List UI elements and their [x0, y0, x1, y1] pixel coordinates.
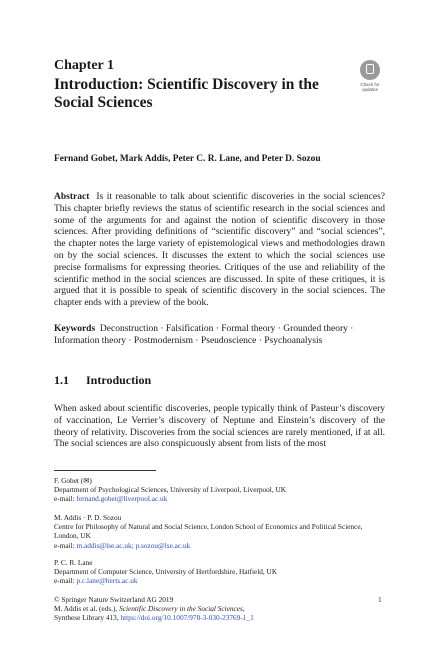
- bookmark-icon: [360, 60, 380, 80]
- affiliation-dept: Department of Computer Science, University of Hertfordshire, Hatfield, UK: [54, 567, 278, 577]
- affiliation-dept: Centre for Philosophy of Natural and Social Science, London School of Economics and Political Science, London, UK: [54, 522, 363, 541]
- abstract: [54, 192, 385, 310]
- citation-footer: [54, 595, 385, 623]
- book-title: Scientific Discovery in the Social Sciences,: [119, 604, 245, 614]
- intro-paragraph: When asked about scientific discoveries, people typically think of Pasteur’s discovery of vaccination, Le Verrier’s discovery of Neptune and Einstein’s discovery of the theory of relativity. Discoveries from the social sciences are rarely mentioned, if at all. The social sciences are also conspicuously absent from lists of the most: [54, 404, 385, 450]
- check-for-updates-badge[interactable]: [356, 60, 384, 94]
- chapter-label: Chapter 1: [54, 58, 115, 73]
- affiliation-addis-sozou: [54, 513, 385, 550]
- affiliation-lane: [54, 558, 385, 586]
- author-list: Fernand Gobet, Mark Addis, Peter C. R. Lane, and Peter D. Sozou: [54, 154, 321, 164]
- abstract-text: Is it reasonable to talk about scientific discoveries in the social sciences? This chapter briefly reviews the status of scientific research in the social sciences and some of the arguments for and against the notion of scientific discovery in those sciences. After providing definitions of “scientific discovery” and “social sciences”, the chapter notes the large variety of epistemological views and methodologies drawn on by the social sciences. It discusses the extent to which the social sciences use precise formalisms for expressing theories. Critiques of the use and reliability of the scientific method in the social sciences are discussed. In spite of these critiques, it is argued that it is possible to speak of scientific discovery in the social sciences. The chapter ends with a preview of the book.: [54, 192, 385, 309]
- email-link[interactable]: fernand.gobet@liverpool.ac.uk: [76, 494, 168, 504]
- editors-line: M. Addis et al. (eds.), Scientific Discovery in the Social Sciences,: [54, 604, 245, 614]
- affiliation-gobet: [54, 476, 385, 504]
- chapter-title: Introduction: Scientific Discovery in the Social Sciences: [54, 76, 319, 111]
- email-link[interactable]: m.addis@lse.ac.uk; p.sozou@lse.ac.uk: [76, 540, 191, 550]
- affiliation-names: P. C. R. Lane: [54, 558, 93, 567]
- keywords: [54, 324, 385, 348]
- section-title: Introduction: [86, 373, 152, 387]
- badge-text: Check for updates: [360, 82, 380, 92]
- affiliation-names: F. Gobet (✉): [54, 476, 92, 485]
- affiliation-names: M. Addis · P. D. Sozou: [54, 513, 122, 522]
- email-link[interactable]: p.c.lane@herts.ac.uk: [76, 576, 138, 586]
- keywords-label: Keywords: [54, 324, 96, 334]
- footnote-divider: [54, 470, 156, 471]
- series-line: Synthese Library 413, https://doi.org/10.1007/978-3-030-23769-1_1: [54, 613, 254, 623]
- affiliation-email-line: e-mail: m.addis@lse.ac.uk; p.sozou@lse.ac.uk: [54, 540, 191, 550]
- doi-link[interactable]: https://doi.org/10.1007/978-3-030-23769-1_1: [120, 613, 254, 623]
- affiliation-email-line: e-mail: p.c.lane@herts.ac.uk: [54, 576, 138, 586]
- page-number: 1: [378, 595, 382, 604]
- affiliation-email-line: e-mail: fernand.gobet@liverpool.ac.uk: [54, 494, 168, 504]
- copyright-line: © Springer Nature Switzerland AG 2019: [54, 595, 174, 604]
- keywords-text: Deconstruction · Falsification · Formal theory · Grounded theory · Information theory · Postmodernism · Pseudoscience · Psychoanalysis: [54, 324, 354, 346]
- section-number: 1.1: [54, 373, 69, 387]
- abstract-label: Abstract: [54, 192, 90, 202]
- section-heading: [54, 373, 151, 388]
- affiliation-dept: Department of Psychological Sciences, University of Liverpool, Liverpool, UK: [54, 485, 287, 495]
